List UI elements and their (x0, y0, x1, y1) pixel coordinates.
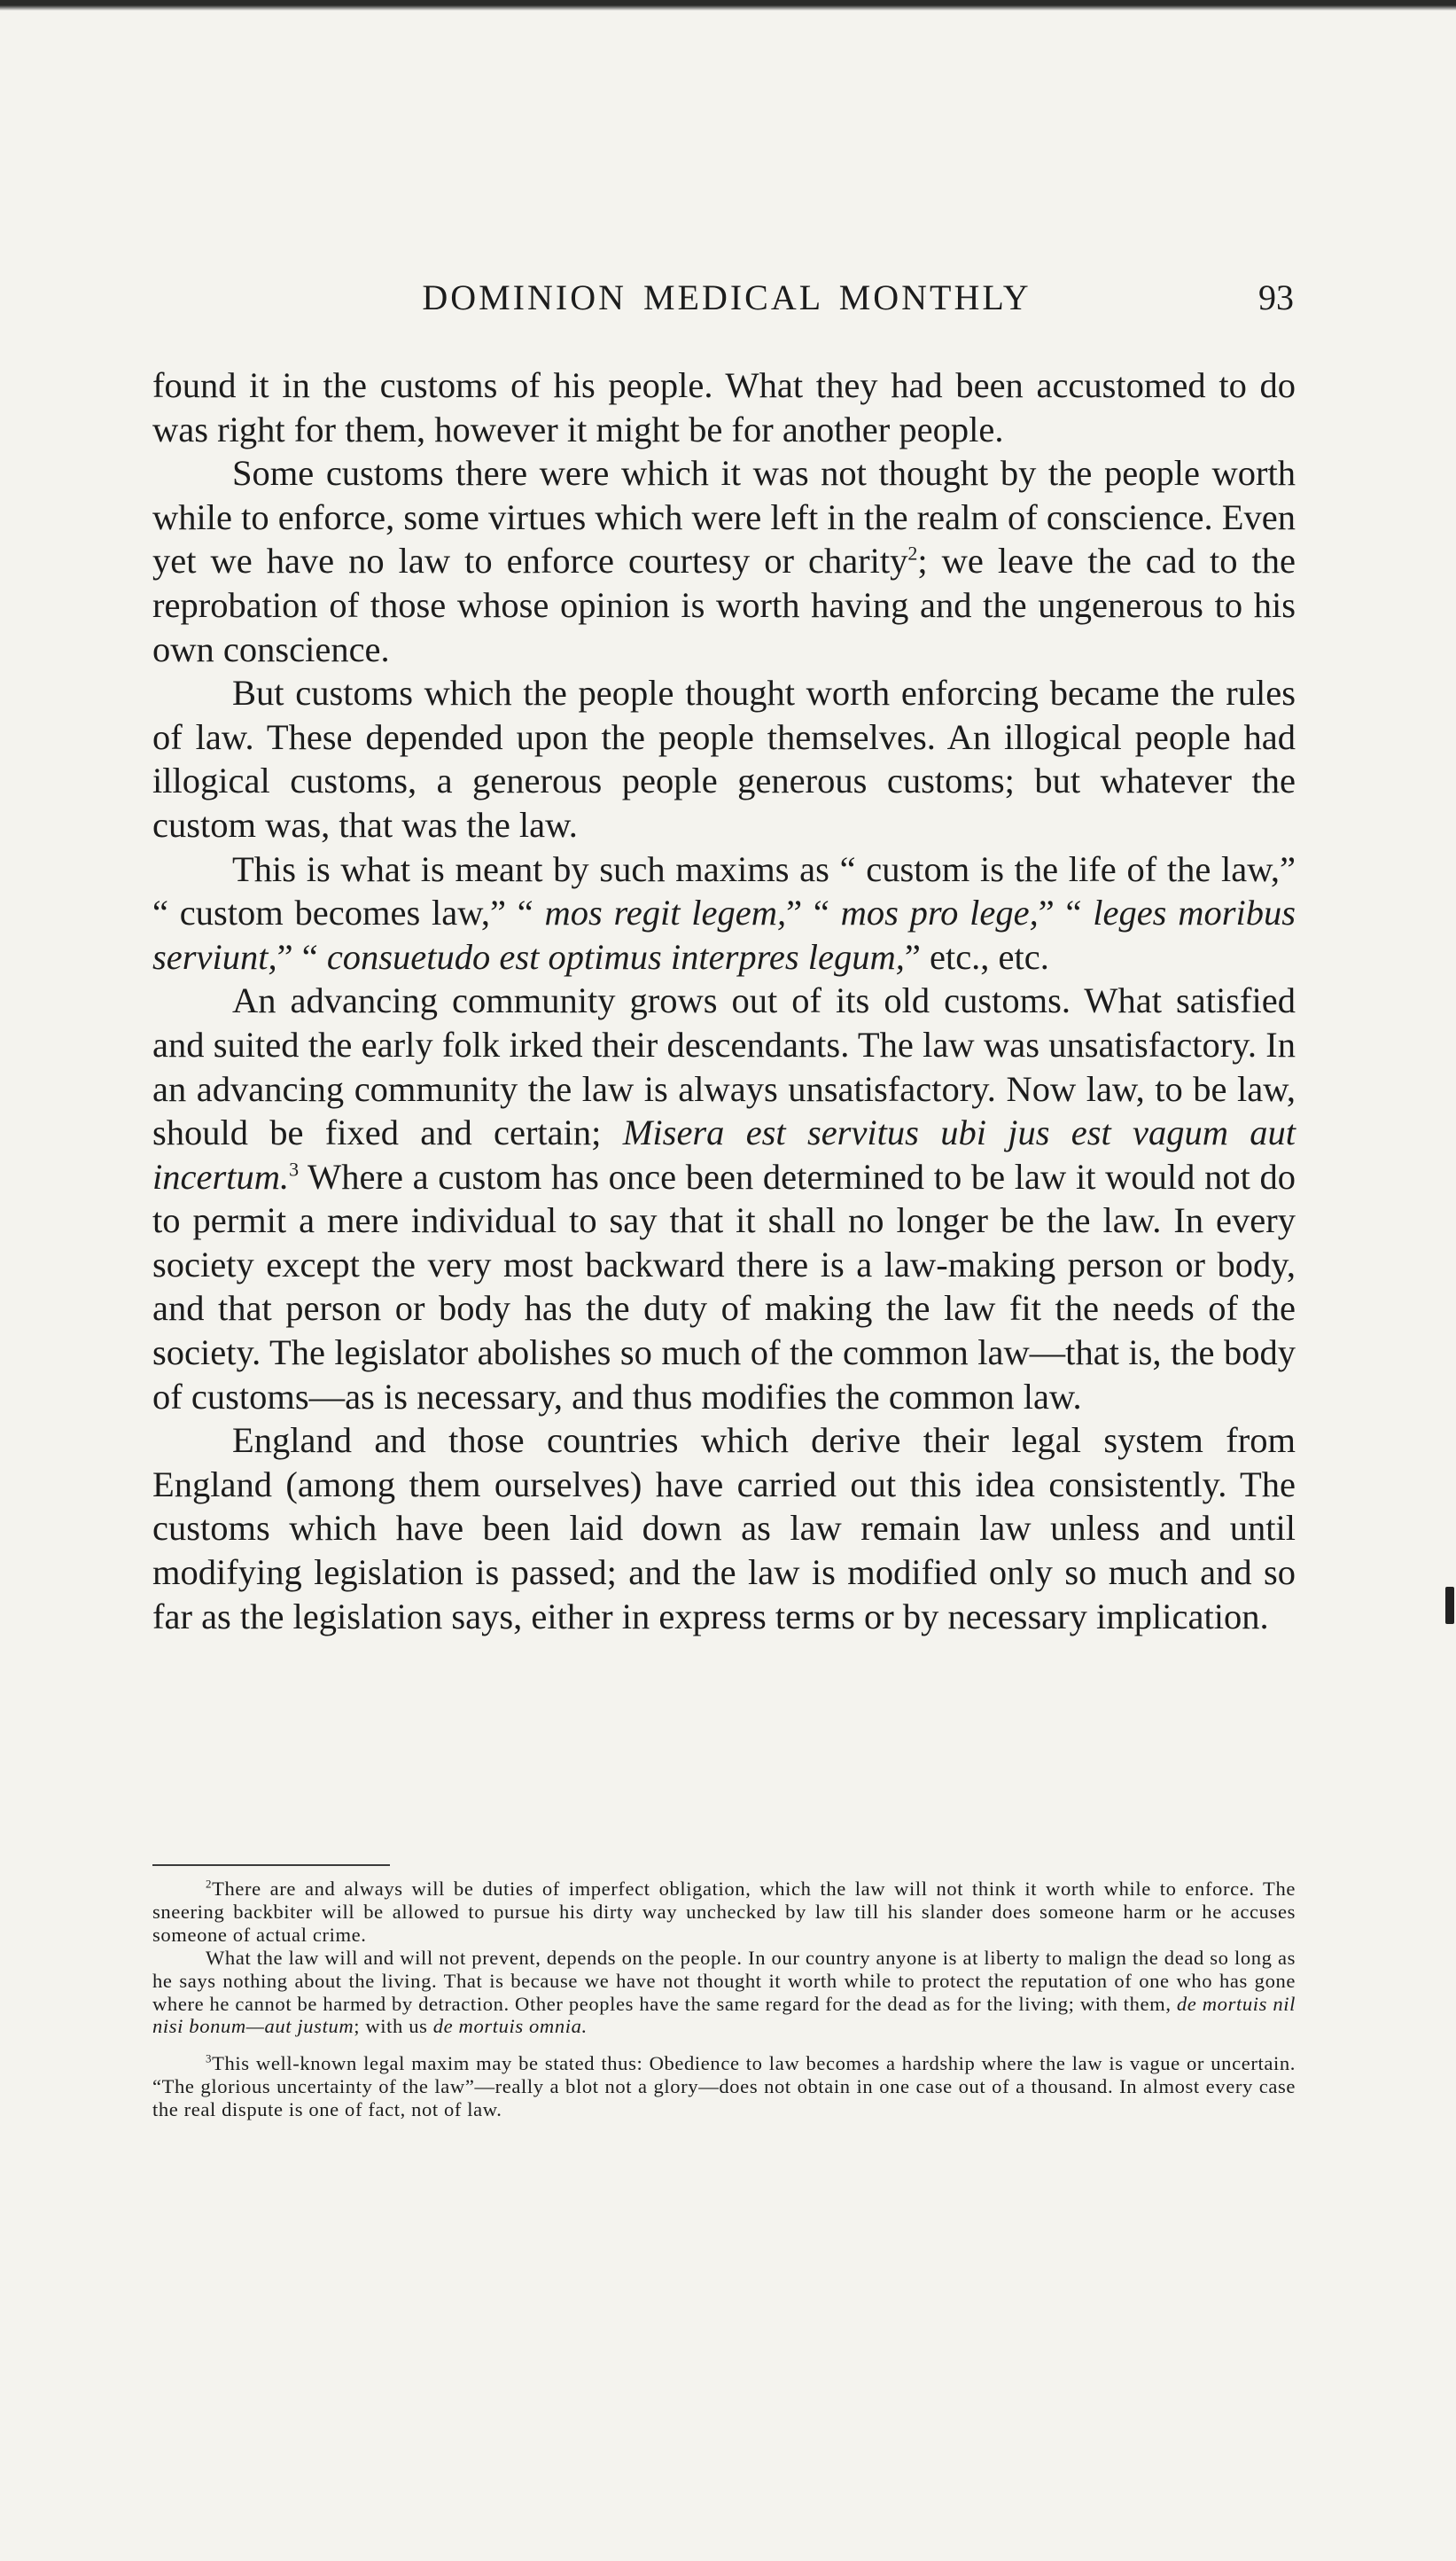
footnote-3-marker: 3 (206, 2051, 213, 2065)
paragraph-5-text-a: An advancing community grows out of its old customs. What satisfied and suited the early folk irked their descendants. The law was unsatisfactory. In an advancing community the law is always unsatisfactory. Now law, to be law, should be fixed and certain; (152, 980, 1296, 1153)
paragraph-6 (152, 1418, 1296, 1638)
paragraph-2 (152, 451, 1296, 671)
footnote-ref-2: 2 (907, 542, 918, 565)
footnote-2-para-2 (152, 1947, 1296, 2039)
page-number: 93 (1258, 277, 1294, 317)
paragraph-4-text-b: ” “ (786, 893, 841, 933)
paragraph-4-text-e: ” etc., etc. (904, 936, 1049, 977)
paragraph-2-text-b: ; we leave the cad to the reprobation of those whose opinion is worth having and the ungenerous to his own conscience. (152, 541, 1296, 669)
paragraph-4-text-a: This is what is meant by such maxims as “ custom is the life of the law,” “ custom becomes law,” “ (152, 848, 1296, 933)
top-edge-rule (0, 0, 1456, 11)
latin-maxim-1: mos regit legem, (544, 893, 787, 933)
scan-edge-mark (1445, 1587, 1454, 1624)
running-head: DOMINION MEDICAL MONTHLY (422, 277, 1032, 317)
latin-maxim-5: Misera est servitus ubi jus est vagum aut incertum. (152, 1113, 1296, 1197)
footnote-2-latin-1: de mortuis nil nisi bonum—aut justum (152, 1992, 1296, 2038)
paragraph-5-text-b: Where a custom has once been determined to be law it would not do to permit a mere individual to say that it shall no longer be the law. In every society except the very most backward there is a law-making person or body, and that person or body has the duty of making the law fit the needs of the society. The legislator abolishes so much of the common law—that is, the body of customs—as is necessary, and thus modifies the common law. (152, 1156, 1296, 1417)
paragraph-1-text: found it in the customs of his people. What they had been accustomed to do was right for them, however it might be for another people. (152, 365, 1296, 449)
body-text (152, 363, 1296, 1638)
paragraph-3-text: But customs which the people thought worth enforcing became the rules of law. These depended upon the people themselves. An illogical people had illogical customs, a generous people generous customs; but whatever the custom was, that was the law. (152, 673, 1296, 845)
page-header (160, 266, 1294, 328)
footnote-2-text-2a: What the law will and will not prevent, depends on the people. In our country anyone is at liberty to malign the dead so long as he says nothing about the living. That is because we have not thought it worth while to protect the reputation of one who has gone where he cannot be harmed by detraction. Other peoples have the same regard for the dead as for the living; with them, (152, 1946, 1296, 2015)
paragraph-6-text: England and those countries which derive their legal system from England (among them ourselves) have carried out this idea consistently. The customs which have been laid down as law remain law unless and until modifying legislation is passed; and the law is modified only so much and so far as the legislation says, either in express terms or by necessary implication. (152, 1420, 1296, 1636)
footnote-ref-3: 3 (289, 1158, 300, 1181)
latin-maxim-2: mos pro lege, (840, 893, 1039, 933)
footnote-2-text-1: There are and always will be duties of imperfect obligation, which the law will not think it worth while to enforce. The sneering backbiter will be allowed to pursue his dirty way unchecked by law till his slander does someone harm or he accuses someone of actual crime. (152, 1878, 1296, 1946)
footnote-3-para-1 (152, 2052, 1296, 2121)
footnote-3-text-1: This well-known legal maxim may be stated thus: Obedience to law becomes a hardship where the law is vague or uncertain. “The glorious uncertainty of the law”—really a blot not a glory—does not obtain in one case out of a thousand. In almost every case the real dispute is one of fact, not of law. (152, 2052, 1296, 2121)
latin-maxim-4: consuetudo est optimus interpres legum, (326, 936, 905, 977)
footnote-2-latin-2: de mortuis omnia. (432, 2015, 588, 2038)
paragraph-5 (152, 979, 1296, 1418)
paragraph-1 (152, 363, 1296, 451)
paragraph-2-text-a: Some customs there were which it was not thought by the people worth while to enforce, some virtues which were left in the realm of conscience. Even yet we have no law to enforce courtesy or charity (152, 453, 1296, 582)
paragraph-3 (152, 671, 1296, 847)
footnote-2-para-1 (152, 1878, 1296, 1947)
paragraph-4-text-c: ” “ (1038, 893, 1094, 933)
footnote-2-marker: 2 (206, 1877, 213, 1891)
latin-maxim-3: leges moribus serviunt, (152, 893, 1296, 977)
paragraph-4-text-d: ” “ (276, 936, 327, 977)
footnote-divider (152, 1864, 390, 1866)
footnotes (152, 1878, 1296, 2121)
footnote-2-text-2b: ; with us (354, 2015, 433, 2038)
paragraph-4 (152, 847, 1296, 980)
